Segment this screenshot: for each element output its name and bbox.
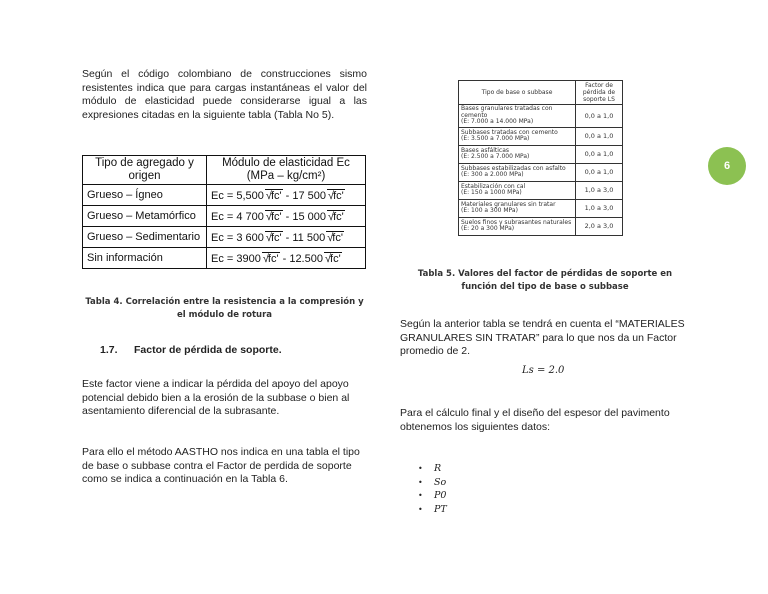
list-item: • PT <box>418 503 447 515</box>
table-cell-formula: Ec = 3900√ fc' - 12.500√ fc' <box>207 248 366 269</box>
table-cell-formula: Ec = 5,500√ fc' - 17 500√ fc' <box>207 185 366 206</box>
paragraph-aashto: Para ello el método AASTHO nos indica en una tabla el tipo de base o subbase contra el Factor de perdida de soporte como se indica a continuación en la Tabla 6. <box>82 446 360 485</box>
table-cell-type: Estabilización con cal (E: 150 a 1000 MPa) <box>459 181 576 199</box>
section-heading <box>100 344 282 356</box>
list-item: • P0 <box>418 490 447 501</box>
table-4-header-modulus: Módulo de elasticidad Ec (MPa – kg/cm²) <box>207 156 366 185</box>
bullet-icon: • <box>418 504 423 514</box>
table-row <box>83 206 366 227</box>
table-cell-value: 0,0 a 1,0 <box>576 105 623 128</box>
table-cell-value: 0,0 a 1,0 <box>576 163 623 181</box>
table-row <box>459 217 623 235</box>
table-cell-value: 2,0 a 3,0 <box>576 217 623 235</box>
table-cell-type: Subbases estabilizadas con asfalto (E: 300 a 2.000 MPa) <box>459 163 576 181</box>
table-cell-formula: Ec = 3 600√ fc' - 11 500√ fc' <box>207 227 366 248</box>
table-cell-type: Grueso – Metamórfico <box>83 206 207 227</box>
bullet-icon: • <box>418 477 423 487</box>
formula-ls: Ls = 2.0 <box>522 365 565 376</box>
page-number-badge: 6 <box>708 147 746 185</box>
table-row <box>459 199 623 217</box>
paragraph-support-factor: Este factor viene a indicar la pérdida del apoyo del apoyo potencial debido bien a la erosión de la subbase o bien al asentamiento diferencial de la subrasante. <box>82 378 350 417</box>
section-number: 1.7. <box>100 344 118 356</box>
table-cell-type: Bases granulares tratadas con cemento (E: 7.000 a 14.000 MPa) <box>459 105 576 128</box>
table-cell-type: Grueso – Sedimentario <box>83 227 207 248</box>
table-cell-value: 0,0 a 1,0 <box>576 145 623 163</box>
bullet-icon: • <box>418 491 423 500</box>
table-5-header-type: Tipo de base o subbase <box>459 81 576 105</box>
table-4 <box>82 155 366 269</box>
intro-paragraph: Según el código colombiano de construcciones sismo resistentes indica que para cargas instantáneas el valor del módulo de elasticidad puede considerarse igual a las expresiones citadas en la siguiente tabla (Tabla No 5). <box>82 68 367 121</box>
bullet-icon: • <box>418 464 423 473</box>
table-cell-value: 1,0 a 3,0 <box>576 181 623 199</box>
list-item: • R <box>418 463 442 474</box>
table-row <box>459 127 623 145</box>
table-row <box>83 185 366 206</box>
data-list <box>418 463 447 517</box>
table-cell-type: Sin información <box>83 248 207 269</box>
table-cell-type: Grueso – Ígneo <box>83 185 207 206</box>
table-5-header-ls: Factor de pérdida de soporte LS <box>576 81 623 105</box>
table-cell-type: Bases asfálticas (E: 2.500 a 7.000 MPa) <box>459 145 576 163</box>
table-cell-type: Subbases tratadas con cemento (E: 3.500 a 7.000 MPa) <box>459 127 576 145</box>
table-cell-formula: Ec = 4 700√ fc' - 15 000√ fc' <box>207 206 366 227</box>
table-row <box>459 105 623 128</box>
table-5 <box>458 80 623 236</box>
table-cell-type: Suelos finos y subrasantes naturales (E: 20 a 300 MPa) <box>459 217 576 235</box>
table-row <box>83 248 366 269</box>
paragraph-design-data: Para el cálculo final y el diseño del espesor del pavimento obtenemos los siguientes datos: <box>400 407 670 433</box>
table-row <box>459 163 623 181</box>
section-title: Factor de pérdida de soporte. <box>134 344 282 356</box>
table-row <box>83 227 366 248</box>
paragraph-materials: Según la anterior tabla se tendrá en cuenta el “MATERIALES GRANULARES SIN TRATAR” para lo que nos da un Factor promedio de 2. <box>400 318 685 357</box>
table-row <box>459 181 623 199</box>
table-5-caption: Tabla 5. Valores del factor de pérdidas de soporte en función del tipo de base o subbase <box>417 269 673 292</box>
table-cell-type: Materiales granulares sin tratar (E: 100 a 300 MPa) <box>459 199 576 217</box>
table-cell-value: 0,0 a 1,0 <box>576 127 623 145</box>
table-4-header-type: Tipo de agregado y origen <box>83 156 207 185</box>
table-4-caption: Tabla 4. Correlación entre la resistencia a la compresión y el módulo de rotura <box>85 297 364 320</box>
table-cell-value: 1,0 a 3,0 <box>576 199 623 217</box>
table-row <box>459 145 623 163</box>
list-item: • So <box>418 476 447 488</box>
